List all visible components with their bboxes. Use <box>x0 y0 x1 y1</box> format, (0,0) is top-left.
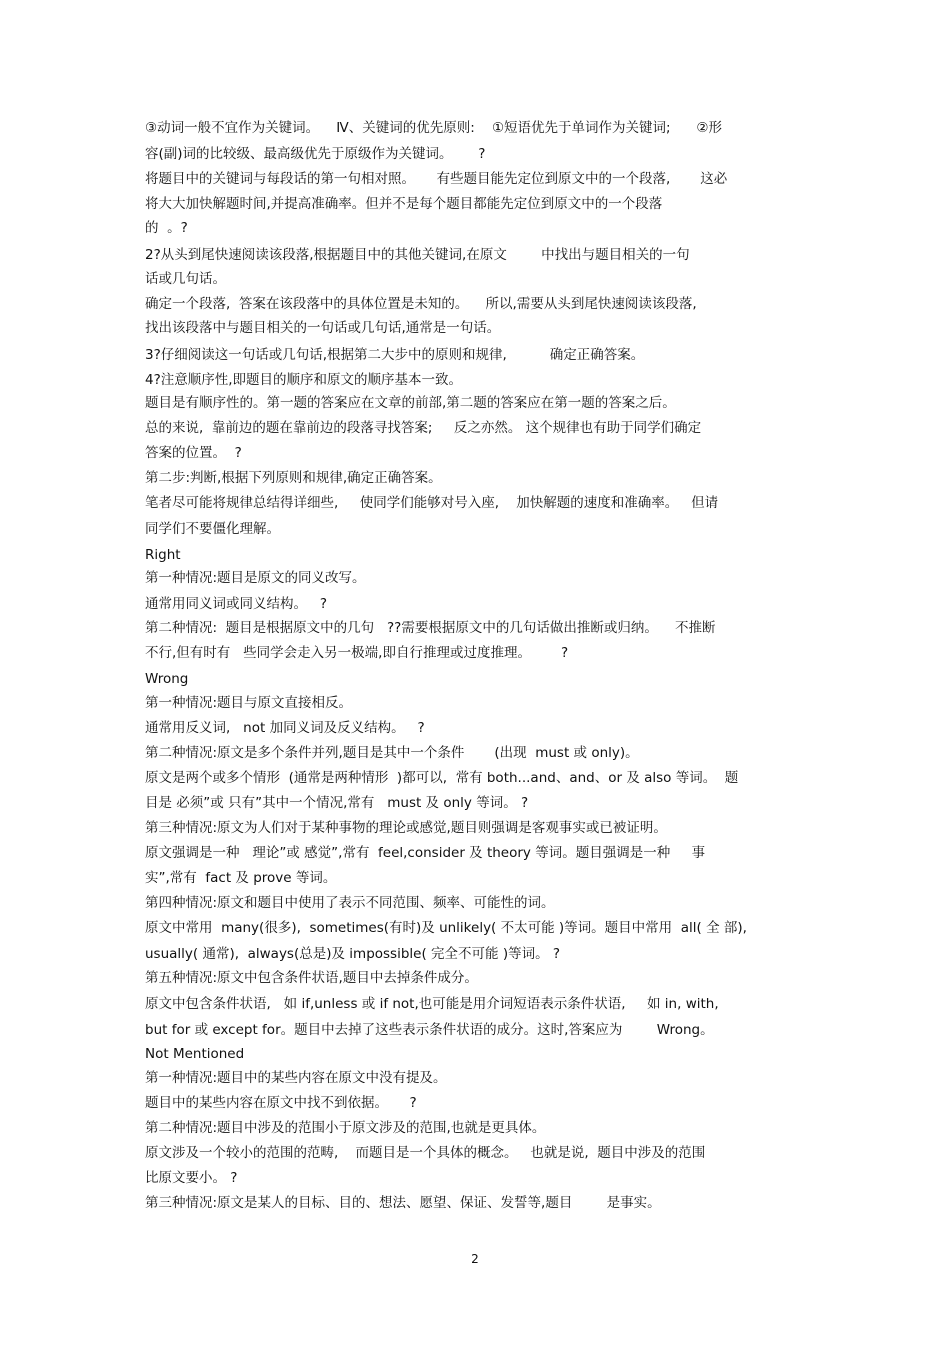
text-line: 第四种情况:原文和题目中使用了表示不同范围、频率、可能性的词。 <box>145 895 555 911</box>
text-line: 原文强调是一种 理论”或 感觉”,常有 feel,consider 及 theory 等词。题目强调是一种 事 <box>145 845 706 861</box>
text-line: 目是 必须”或 只有”其中一个情况,常有 must 及 only 等词。 ? <box>145 795 529 811</box>
text-line: 不行,但有时有 些同学会走入另一极端,即自行推理或过度推理。 ? <box>145 645 569 661</box>
text-line: 原文中常用 many(很多), sometimes(有时)及 unlikely( 不太可能 )等词。题目中常用 all( 全 部), <box>145 920 747 936</box>
text-line: 总的来说, 靠前边的题在靠前边的段落寻找答案; 反之亦然。 这个规律也有助于同学们确定 <box>145 420 702 436</box>
text-line: 笔者尽可能将规律总结得详细些, 使同学们能够对号入座, 加快解题的速度和准确率。 但请 <box>145 495 719 511</box>
text-line: 第二步:判断,根据下列原则和规律,确定正确答案。 <box>145 470 442 486</box>
section-heading-wrong: Wrong <box>145 671 189 687</box>
text-line: 将题目中的关键词与每段话的第一句相对照。 有些题目能先定位到原文中的一个段落, 这必 <box>145 171 728 187</box>
text-line: 第二种情况:原文是多个条件并列,题目是其中一个条件 (出现 must 或 only)。 <box>145 745 639 761</box>
section-heading-right: Right <box>145 547 181 563</box>
text-line: but for 或 except for。题目中去掉了这些表示条件状语的成分。这时,答案应为 Wrong。 <box>145 1022 714 1038</box>
text-line: 比原文要小。 ? <box>145 1170 238 1186</box>
section-heading-not-mentioned: Not Mentioned <box>145 1046 245 1062</box>
text-line: 原文涉及一个较小的范围的范畴, 而题目是一个具体的概念。 也就是说, 题目中涉及的范围 <box>145 1145 706 1161</box>
text-line: 第一种情况:题目是原文的同义改写。 <box>145 570 366 586</box>
text-line: 第二种情况: 题目是根据原文中的几句 ??需要根据原文中的几句话做出推断或归纳。 不推断 <box>145 620 716 636</box>
text-line: 3?仔细阅读这一句话或几句话,根据第二大步中的原则和规律, 确定正确答案。 <box>145 347 645 363</box>
text-line: 题目是有顺序性的。第一题的答案应在文章的前部,第二题的答案应在第一题的答案之后。 <box>145 395 676 411</box>
text-line: 将大大加快解题时间,并提高准确率。但并不是每个题目都能先定位到原文中的一个段落 <box>145 196 663 212</box>
text-line: 第二种情况:题目中涉及的范围小于原文涉及的范围,也就是更具体。 <box>145 1120 546 1136</box>
text-line: 2?从头到尾快速阅读该段落,根据题目中的其他关键词,在原文 中找出与题目相关的一句 <box>145 247 690 263</box>
text-line: 同学们不要僵化理解。 <box>145 521 280 537</box>
text-line: ③动词一般不宜作为关键词。 Ⅳ、关键词的优先原则: ①短语优先于单词作为关键词; ②形 <box>145 120 722 136</box>
text-line: 容(副)词的比较级、最高级优先于原级作为关键词。 ? <box>145 146 486 162</box>
text-line: 第五种情况:原文中包含条件状语,题目中去掉条件成分。 <box>145 970 478 986</box>
text-line: 找出该段落中与题目相关的一句话或几句话,通常是一句话。 <box>145 320 501 336</box>
text-line: 话或几句话。 <box>145 271 226 287</box>
text-line: 通常用反义词, not 加同义词及反义结构。 ? <box>145 720 425 736</box>
text-line: 答案的位置。 ? <box>145 445 242 461</box>
text-line: 题目中的某些内容在原文中找不到依据。 ? <box>145 1095 417 1111</box>
text-line: 第三种情况:原文为人们对于某种事物的理论或感觉,题目则强调是客观事实或已被证明。 <box>145 820 667 836</box>
text-line: 原文是两个或多个情形 (通常是两种情形 )都可以, 常有 both...and、and、or 及 also 等词。 题 <box>145 770 739 786</box>
page-number: 2 <box>471 1252 479 1266</box>
text-line: 第一种情况:题目与原文直接相反。 <box>145 695 353 711</box>
text-line: 通常用同义词或同义结构。 ? <box>145 596 328 612</box>
text-line: 确定一个段落, 答案在该段落中的具体位置是未知的。 所以,需要从头到尾快速阅读该段落, <box>145 296 697 312</box>
text-line: 第三种情况:原文是某人的目标、目的、想法、愿望、保证、发誓等,题目 是事实。 <box>145 1195 661 1211</box>
text-line: 实”,常有 fact 及 prove 等词。 <box>145 870 337 886</box>
text-line: 原文中包含条件状语, 如 if,unless 或 if not,也可能是用介词短语表示条件状语, 如 in, with, <box>145 996 719 1012</box>
text-line: 的 。? <box>145 220 188 236</box>
text-line: 4?注意顺序性,即题目的顺序和原文的顺序基本一致。 <box>145 372 463 388</box>
text-line: usually( 通常), always(总是)及 impossible( 完全不可能 )等词。 ? <box>145 946 561 962</box>
text-line: 第一种情况:题目中的某些内容在原文中没有提及。 <box>145 1070 447 1086</box>
